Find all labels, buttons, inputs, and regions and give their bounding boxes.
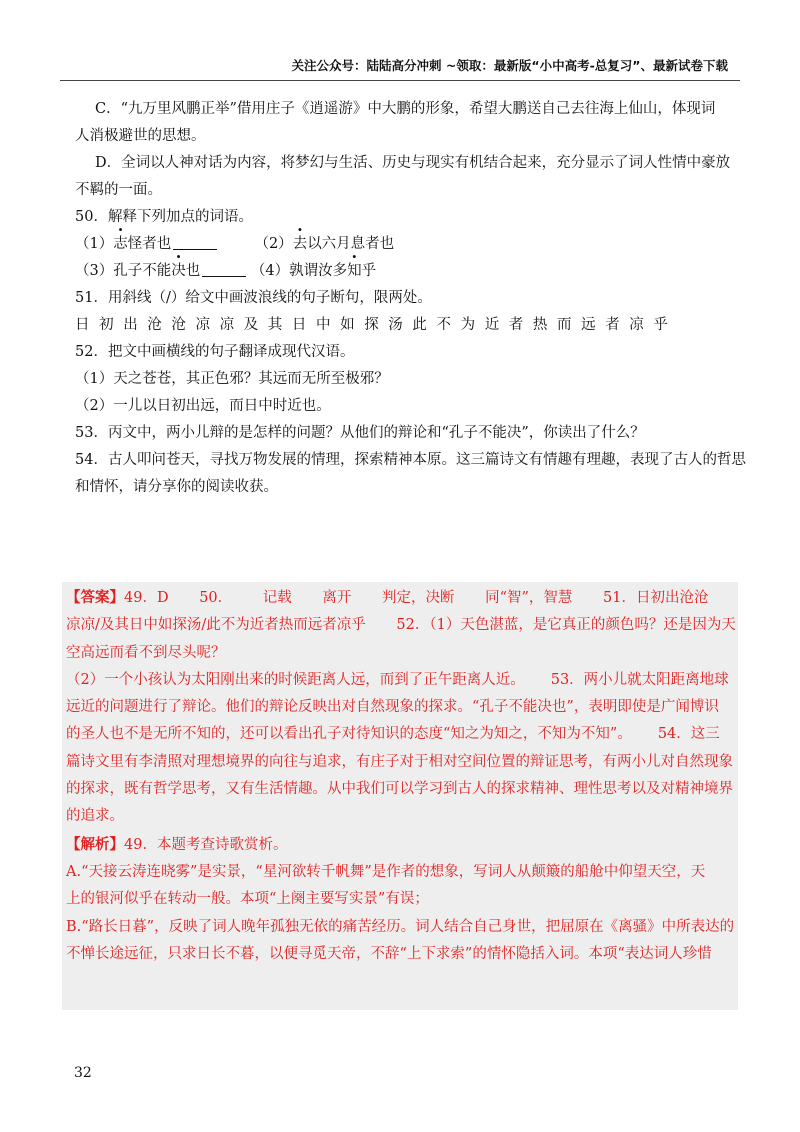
q50-item1-dotted: 志 [113,236,128,252]
answer-box [62,582,738,1010]
question-section [75,96,746,501]
answer-line1 [66,584,734,612]
answer-50-2: 离开 [322,590,352,606]
q50-item4-dotted: 知 [347,263,362,279]
q50-item4-prefix: （4）孰谓汝多 [250,263,348,279]
q50-item2-rest: 以六月息者也 [307,236,395,252]
analysis-a-line2: 上的银河似乎在转动一般。本项“上阕主要写实景”有误； [66,891,429,908]
answer-line4 [66,667,734,694]
q52-sentence1: （1）天之苍苍，其正色邪？其远而无所至极邪？ [75,371,389,387]
answer-line7: 篇诗文里有李清照对理想境界的向往与追求，有庄子对于相对空间位置的辩证思考，有两小儿对自然现象 [66,753,733,770]
q50-item2-prefix: （2） [254,236,293,252]
option-d-line1: D．全词以人神对话为内容，将梦幻与生活、历史与现实有机结合起来，充分显示了词人性情中豪放 [95,155,731,171]
q50-item3-blank[interactable] [202,260,246,277]
answer-51-start: 51．日初出沧沧 [603,590,709,606]
analysis-b-line1: B.“路长日暮”，反映了词人晚年孤独无依的痛苦经历。词人结合自己身世，把屈原在《离骚》中所表达的 [66,918,735,935]
q50-item2-dotted: 去 [292,236,308,252]
q50-item3-dotted: 决 [171,263,186,279]
answer-53-start: 53．两小儿就太阳距离地球 [550,671,729,688]
page-header: 关注公众号：陆陆高分冲刺 ~领取：最新版“小中高考-总复习”、最新试卷下载 [291,58,728,73]
answer-50-1: 记载 [262,590,292,606]
answer-50-number: 50． [199,590,233,606]
q50-item1-rest: 怪者也 [127,236,172,252]
q50-row1 [75,231,725,258]
q52-sentence2: （2）一儿以日初出远，而日中时近也。 [75,398,331,414]
option-c-line1: C．“九万里风鹏正举”借用庄子《逍遥游》中大鹏的形象，希望大鹏送自己去往海上仙山，体现词 [95,101,716,117]
q50-stem: 50．解释下列加点的词语。 [75,209,253,225]
answer-line9: 的追求。 [66,808,124,825]
answer-line8: 的探求，既有哲学思考，又有生活情趣。从中我们可以学习到古人的探求精神、理性思考以及对精神境界 [66,781,733,798]
analysis-intro: 49．本题考查诗歌赏析。 [124,836,288,853]
answer-51-rest: 凉凉/及其日中如探汤/此不为近者热而远者凉乎 [66,617,366,634]
q50-item1-prefix: （1） [75,236,114,252]
answer-50-3: 判定，决断 [381,590,455,606]
answer-52-2: （2）一个小孩认为太阳刚出来的时候距离人远，而到了正午距离人近。 [66,671,525,688]
answer-line2 [66,612,734,639]
answer-49: 49．D [124,590,169,606]
header-divider [60,80,740,81]
answer-label: 【答案】 [66,589,124,606]
q50-item4-rest: 乎 [361,263,377,279]
page-number: 32 [74,1065,92,1081]
answer-line5: 远近的问题进行了辩论。他们的辩论反映出对自然现象的探求。“孔子不能决也”，表明即使是广闻博识 [66,699,719,716]
answer-line3: 空高远而看不到尽头呢？ [66,644,226,661]
answer-54-start: 54．这三 [657,726,720,743]
analysis-a-line1: A.“天接云涛连晓雾”是实景，“星河欲转千帆舞”是作者的想象，写词人从颠簸的船舱中仰望天空，天 [66,863,706,880]
q51-stem: 51．用斜线（/）给文中画波浪线的句子断句，限两处。 [75,290,432,306]
option-d-line2: 不羁的一面。 [75,182,162,198]
q53-stem: 53．丙文中，两小儿辩的是怎样的问题？从他们的辩论和“孔子不能决”，你读出了什么？ [75,425,645,441]
q52-stem: 52．把文中画横线的句子翻译成现代汉语。 [75,344,355,360]
answer-50-4: 同“智”，智慧 [485,590,573,606]
analysis-intro-line [66,831,734,859]
analysis-b-line2: 不惮长途远征，只求日长不暮，以便寻觅天帝，不辞“上下求索”的情怀隐括入词。本项“表达词人珍惜 [66,945,712,962]
answer-52-start: 52．（1）天色湛蓝，是它真正的颜色吗？还是因为天 [396,617,736,634]
answer-line6 [66,721,734,748]
option-c-line2: 人消极避世的思想。 [75,128,206,144]
q50-item3-prefix: （3）孔子不能 [75,263,172,279]
q54-line1: 54．古人叩问苍天，寻找万物发展的情理，探索精神本原。这三篇诗文有情趣有理趣，表现了古人的哲思 [75,452,746,468]
answer-53-end: 的圣人也不是无所不知的，还可以看出孔子对待知识的态度“知之为知之，不知为不知”。 [66,726,632,743]
analysis-label: 【解析】 [66,835,124,853]
q51-sentence: 日初出沧沧凉凉及其日中如探汤此不为近者热而远者凉乎 [75,317,678,333]
q50-row2 [75,258,725,285]
q50-item3-rest: 也 [185,263,201,279]
q54-line2: 和情怀，请分享你的阅读收获。 [75,479,278,495]
